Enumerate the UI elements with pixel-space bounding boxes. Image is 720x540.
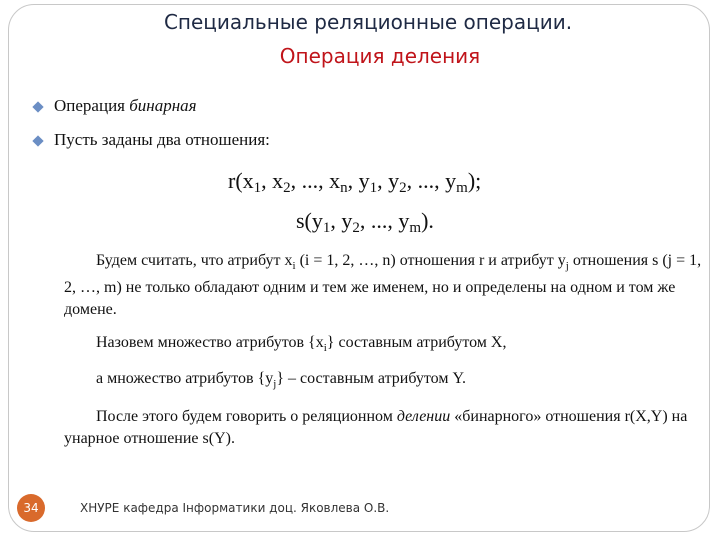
slide-title: Специальные реляционные операции. — [163, 10, 573, 34]
emphasis: делении — [396, 408, 451, 425]
formula-r: $r(x_1$, $x_2$, ..., $x_n$, $y_1$, $y_2$, ..., $y_m$); — [228, 168, 482, 196]
formula-s: $s(y_1$, $y_2$, ..., $y_m$). — [296, 208, 434, 236]
paragraph-attributes: Будем считать, что атрибут $x_i$ (i = 1, 2, …, n) отношения r и атрибут $y_j$ отношения s (j = 1, 2, …, m) не только обладают одним и тем же именем, но и определены на одном и том же домене. — [64, 252, 702, 319]
paragraph-division: После этого будем говорить о реляционном делении «бинарного» отношения r(X,Y) на унарное отношение s(Y). — [64, 408, 688, 447]
paragraph-composite-y: а множество атрибутов $\{y_j\}$ – составным атрибутом Y. — [96, 370, 466, 391]
slide-subtitle: Операция деления — [279, 44, 481, 68]
paragraph-composite-x: Назовем множество атрибутов $\{x_i\}$ составным атрибутом X, — [96, 334, 507, 355]
footer-text: ХНУРЕ кафедра Інформатики доц. Яковлева О.В. — [80, 501, 390, 515]
emphasis: бинарная — [129, 96, 197, 115]
slide-number-badge: 34 — [17, 494, 45, 522]
